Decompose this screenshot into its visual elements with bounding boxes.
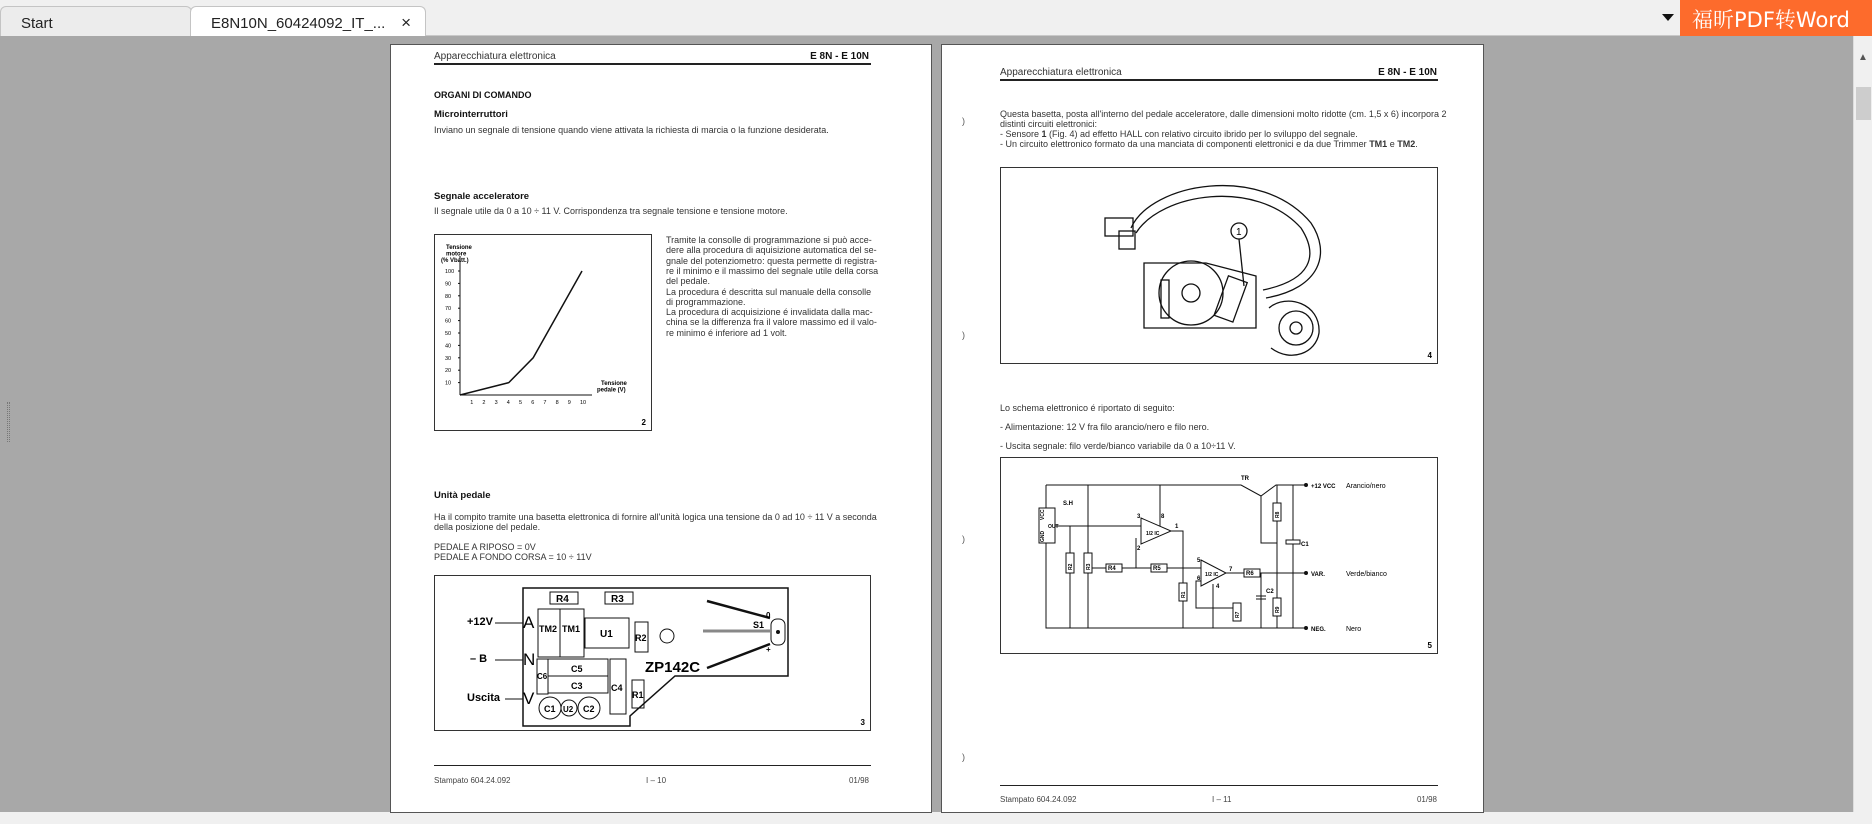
schematic-label: +12 VCC <box>1311 484 1336 490</box>
paragraph-line: re il minimo e il massimo del segnale utile della corsa <box>666 265 879 276</box>
switch-label: + <box>766 645 771 654</box>
paragraph-line: La procedura é descritta sul manuale della consolle <box>666 286 872 297</box>
schematic-label: R2 <box>1068 563 1074 570</box>
figure-2-chart <box>434 234 652 431</box>
footer-left: Stampato 604.24.092 <box>1000 795 1077 804</box>
page-number: I – 11 <box>1212 795 1232 804</box>
schematic-label: TR <box>1241 476 1249 482</box>
callout-1: 1 <box>1236 227 1242 238</box>
schematic-label: R8 <box>1275 511 1281 518</box>
status-strip <box>0 812 1872 824</box>
figure-4-sensor <box>1000 167 1438 364</box>
panel-resize-handle[interactable] <box>7 402 10 442</box>
tab-bar <box>0 0 1872 36</box>
sensor-drawing <box>1001 168 1439 365</box>
tab-document[interactable] <box>190 6 426 36</box>
component-label: C2 <box>583 704 595 714</box>
tab-label: E8N10N_60424092_IT_... <box>211 15 386 32</box>
footer-date: 01/98 <box>1416 795 1437 804</box>
schematic-label: 1/2 IC <box>1146 531 1160 537</box>
schematic-label: R3 <box>1086 563 1092 570</box>
close-icon[interactable]: × <box>401 13 411 32</box>
y-tick-label: 100 <box>445 269 455 275</box>
subsection-title: Unità pedale <box>434 490 491 501</box>
schematic-label: VCC <box>1040 509 1046 520</box>
pin-label: A <box>523 613 535 632</box>
schematic-label: R9 <box>1275 606 1281 613</box>
paragraph: Questa basetta, posta all'interno del pedale acceleratore, dalle dimensioni molto ridotte (cm. 1,5 x 6) incorpora 2 <box>1000 109 1447 119</box>
y-tick-label: 80 <box>445 293 452 300</box>
paragraph: - Uscita segnale: filo verde/bianco variabile da 0 a 10÷11 V. <box>1000 441 1236 451</box>
paragraph: PEDALE A RIPOSO = 0V <box>434 542 536 552</box>
x-tick-label: 5 <box>519 400 523 406</box>
pin-number: 7 <box>1229 567 1233 573</box>
pin-label: V <box>523 689 535 708</box>
x-axis-label: Tensione <box>601 381 627 387</box>
section-title: ORGANI DI COMANDO <box>434 90 532 100</box>
schematic-label: OUT <box>1048 524 1059 530</box>
paragraph: Lo schema elettronico é riportato di seguito: <box>1000 403 1175 413</box>
y-axis-label: motore <box>446 251 467 258</box>
figure-3-pcb <box>434 575 871 731</box>
y-axis-label: (% Vbatt.) <box>441 258 469 264</box>
component-label: C5 <box>571 664 583 674</box>
component-label: R4 <box>556 594 569 605</box>
component-label: R3 <box>611 594 624 605</box>
label-uscita: Uscita <box>467 692 501 704</box>
margin-mark: ) <box>962 330 965 340</box>
schematic-label: R1 <box>1181 591 1187 598</box>
schematic-label: S.H <box>1063 501 1074 507</box>
paragraph-line: re minimo é inferiore ad 1 volt. <box>666 327 788 338</box>
schematic-drawing <box>1001 458 1439 655</box>
label-12v: +12V <box>467 616 493 628</box>
pin-number: 6 <box>1197 576 1201 582</box>
x-tick-label: 3 <box>494 400 498 406</box>
pdf-page-10 <box>390 44 932 813</box>
footer-left: Stampato 604.24.092 <box>434 776 511 785</box>
chevron-up-icon[interactable]: ▲ <box>1858 52 1868 63</box>
figure-number: 4 <box>1427 351 1432 360</box>
y-tick-label: 20 <box>445 368 452 375</box>
pin-label: N <box>523 650 536 669</box>
y-tick-label: 40 <box>445 343 452 350</box>
schematic-label: C1 <box>1301 542 1309 548</box>
paragraph-line: dere alla procedura di aquisizione automatica del se- <box>666 245 877 256</box>
paragraph-line: gnale del potenziometro: questa permette di registra- <box>666 255 878 266</box>
component-label: R1 <box>632 690 644 700</box>
x-tick-label: 1 <box>470 400 474 406</box>
gnd-pin-label: GND <box>1040 530 1046 542</box>
figure-5-schematic <box>1000 457 1438 654</box>
header-rule <box>434 63 871 65</box>
schematic-label: VAR. <box>1311 572 1325 578</box>
y-tick-label: 70 <box>445 306 452 313</box>
figure-number: 2 <box>641 418 646 427</box>
schematic-label: R5 <box>1153 566 1161 572</box>
x-tick-label: 10 <box>580 400 587 406</box>
paragraph: - Alimentazione: 12 V fra filo arancio/nero e filo nero. <box>1000 422 1210 432</box>
x-tick-label: 4 <box>506 400 510 406</box>
y-tick-label: 30 <box>445 355 452 362</box>
paragraph: distinti circuiti elettronici: <box>1000 119 1098 129</box>
running-header: Apparecchiatura elettronica <box>1000 67 1122 78</box>
paragraph: Ha il compito tramite una basetta elettronica di fornire all'unità logica una tensione da 0 ad 10 ÷ 11 V a seconda <box>434 512 877 522</box>
schematic-label: R6 <box>1246 571 1254 577</box>
caret-down-icon[interactable] <box>1662 14 1674 21</box>
wire-label: Nero <box>1346 626 1362 633</box>
figure-number: 5 <box>1427 641 1432 650</box>
paragraph-line: Tramite la consolle di programmazione si può acce- <box>666 235 872 245</box>
pin-number: 1 <box>1175 524 1179 530</box>
paragraph-line: del pedale. <box>666 276 711 287</box>
component-label: C3 <box>571 681 583 691</box>
schematic-label: 1/2 IC <box>1205 572 1219 578</box>
component-label: C4 <box>611 683 623 693</box>
running-header: Apparecchiatura elettronica <box>434 51 556 62</box>
pin-number: 3 <box>1137 514 1141 520</box>
pin-number: 5 <box>1197 558 1201 564</box>
paragraph: Inviano un segnale di tensione quando viene attivata la richiesta di marcia o la funzione desiderata. <box>434 125 829 135</box>
component-label: U2 <box>563 705 574 714</box>
x-tick-label: 2 <box>482 400 486 406</box>
model-label: E 8N - E 10N <box>810 51 869 62</box>
schematic-label: R4 <box>1108 566 1116 572</box>
bullet: - Un circuito elettronico formato da una manciata di componenti elettronici e da due Trimmer TM1 e TM2. <box>1000 139 1418 149</box>
subsection-title: Segnale acceleratore <box>434 191 530 202</box>
y-tick-label: 10 <box>445 380 452 387</box>
paragraph-line: di programmazione. <box>666 296 746 307</box>
component-label: U1 <box>600 629 613 640</box>
switch-label: 0 <box>766 611 771 620</box>
pdf-to-word-button[interactable]: 福昕PDF转Word <box>1680 0 1872 36</box>
component-label: S1 <box>753 620 765 630</box>
x-tick-label: 7 <box>543 400 547 406</box>
x-tick-label: 6 <box>531 400 535 406</box>
pcb-drawing <box>435 576 872 732</box>
margin-mark: ) <box>962 752 965 762</box>
pin-number: 8 <box>1161 514 1165 520</box>
pin-number: 2 <box>1137 546 1141 552</box>
paragraph: della posizione del pedale. <box>434 522 541 532</box>
paragraph-line: La procedura di acquisizione é invalidata dalla mac- <box>666 307 873 318</box>
paragraph: PEDALE A FONDO CORSA = 10 ÷ 11V <box>434 552 592 562</box>
footer-date: 01/98 <box>848 776 869 785</box>
x-tick-label: 9 <box>567 400 571 406</box>
tab-start[interactable] <box>0 6 192 36</box>
component-label: C1 <box>544 704 556 714</box>
y-tick-label: 50 <box>445 331 452 337</box>
header-rule <box>1000 79 1438 81</box>
y-tick-label: 60 <box>445 318 452 325</box>
figure-number: 3 <box>860 718 865 727</box>
x-tick-label: 8 <box>555 400 559 406</box>
x-axis-label: pedale (V) <box>597 387 626 394</box>
component-label: R2 <box>635 633 647 643</box>
footer-rule <box>434 765 871 766</box>
y-axis-label: Tensione <box>446 245 472 251</box>
y-tick-label: 90 <box>445 281 452 288</box>
pin-number: 4 <box>1216 584 1220 590</box>
wire-label: Arancio/nero <box>1346 483 1386 490</box>
paragraph-line: china se la differenza fra il valore massimo ed il valo- <box>666 317 877 328</box>
margin-mark: ) <box>962 116 965 126</box>
schematic-label: R7 <box>1235 611 1241 618</box>
vertical-scrollbar[interactable] <box>1853 36 1872 812</box>
chart-svg <box>435 235 653 432</box>
schematic-label: C2 <box>1266 589 1274 595</box>
pdf-page-11 <box>941 44 1484 813</box>
pcb-code: ZP142C <box>645 659 701 676</box>
page-number: I – 10 <box>646 776 667 785</box>
margin-mark: ) <box>962 534 965 544</box>
wire-label: Verde/bianco <box>1346 571 1387 578</box>
component-label: C6 <box>537 672 548 681</box>
model-label: E 8N - E 10N <box>1378 67 1437 78</box>
component-label: TM1 <box>562 624 580 634</box>
component-label: TM2 <box>539 624 557 634</box>
bullet: - Sensore 1 (Fig. 4) ad effetto HALL con relativo circuito ibrido per lo sviluppo del segnale. <box>1000 129 1358 139</box>
footer-rule <box>1000 785 1438 786</box>
subsection-title: Microinterruttori <box>434 109 508 120</box>
scrollbar-thumb[interactable] <box>1856 87 1871 120</box>
series-line-curve <box>460 271 582 395</box>
schematic-label: NEG. <box>1311 627 1326 633</box>
paragraph: Il segnale utile da 0 a 10 ÷ 11 V. Corrispondenza tra segnale tensione e tensione motore. <box>434 206 788 216</box>
label-b: – B <box>470 653 488 665</box>
tab-label: Start <box>21 15 53 32</box>
